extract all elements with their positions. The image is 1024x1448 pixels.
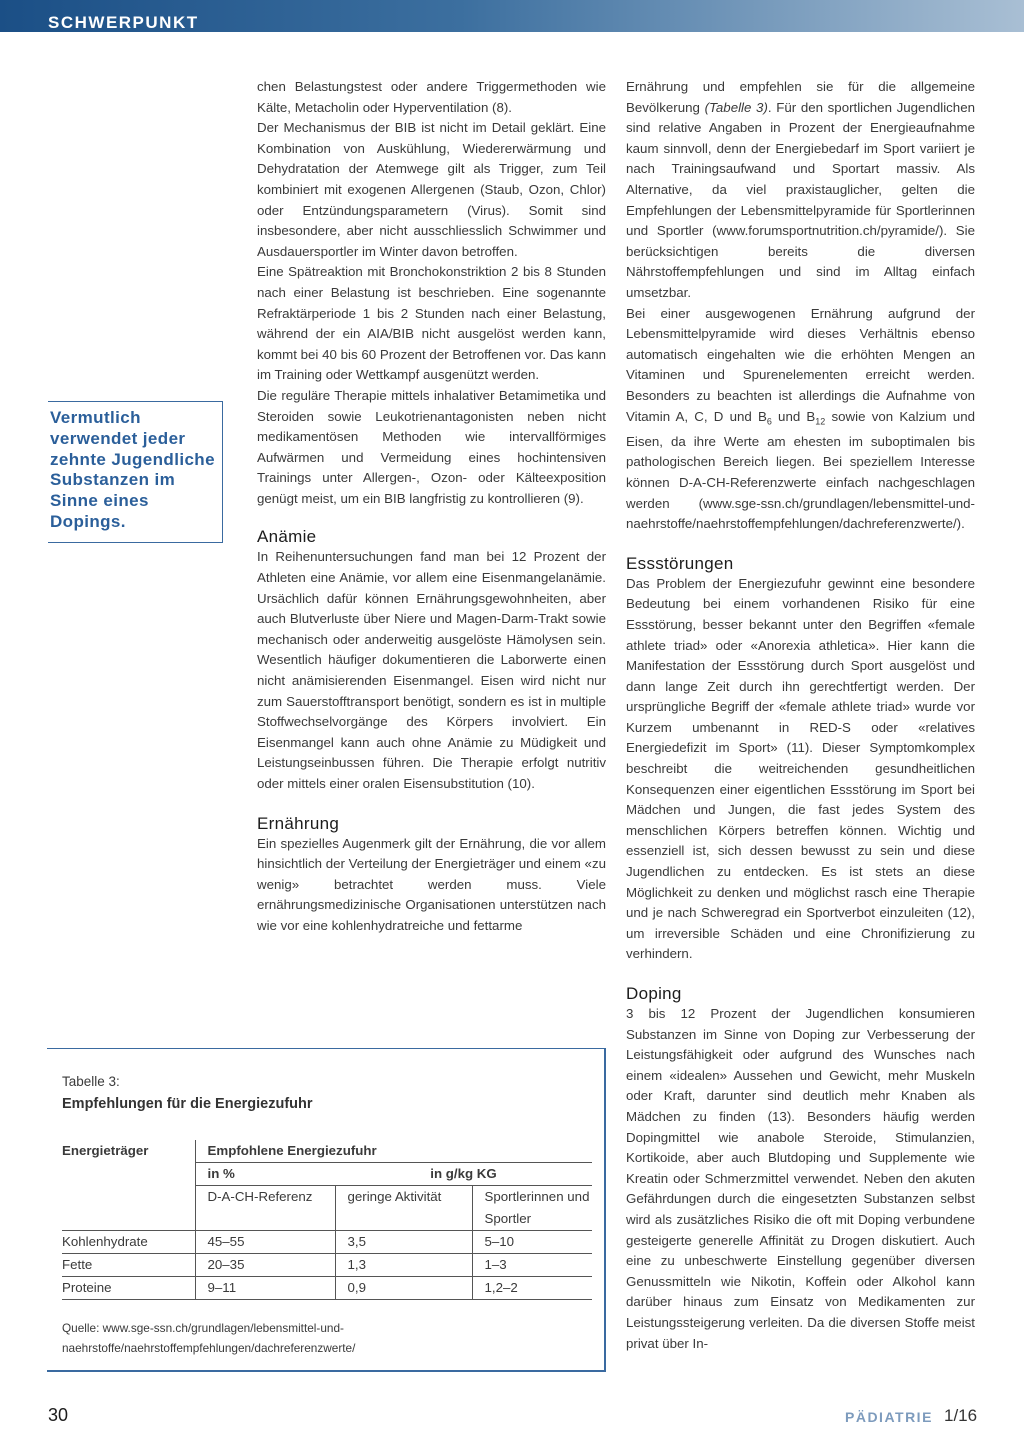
subscript: 12: [815, 416, 826, 427]
subscript: 6: [766, 416, 772, 427]
cell-gering: 0,9: [335, 1277, 472, 1300]
paragraph: Ein spezielles Augenmerk gilt der Ernährung, die vor allem hinsichtlich der Verteilung der Energieträger und einem «zu wenig» betrachtet werden muss. Viele ernährungsmedizinische Organisationen unterstützen nach wie vor eine kohlenhydratreiche und fettarme: [257, 835, 606, 933]
text-run: sowie von Kalzium und Eisen, da ihre Werte am ehesten im suboptimalen bis pathologischen Bereich liegen. Bei speziellem Interesse können D-A-CH-Referenzwerte einfach nachgeschlagen werden (www.sge-ssn.ch/grundlagen/lebensmittel-und-naehrstoffe/naehrstoffempfehlungen/dachreferenzwerte/).: [626, 408, 975, 532]
cell-gering: 3,5: [335, 1231, 472, 1254]
cell-gering: 1,3: [335, 1254, 472, 1277]
header-in-gkg: in g/kg KG: [335, 1163, 592, 1186]
paragraph: 3 bis 12 Prozent der Jugendlichen konsumieren Substanzen im Sinne von Doping zur Verbesserung der Leistungsfähigkeit oder aufgrund des Wunsches nach einem «idealen» Aussehen und Gewicht, mehr Muskeln oder Kraft, darunter sind deutlich mehr Knaben als Mädchen zu finden (13). Besonders häufig werden Dopingmittel wie anabole Steroide, Stimulanzien, Kortikoide, aber auch Blutdoping und Supplemente wie Kreatin oder Schmerzmittel verwendet. Neben den akuten Gefährdungen durch die eingesetzten Substanzen selbst wird als zusätzliches Risiko die oft mit Doping verbundene gesteigerte generelle Affinität zu Drogen diskutiert. Auch eine zu unbeschwerte Einstellung gegenüber diversen Genussmitteln wie Nikotin, Koffein oder Alkohol kann darüber hinaus zum Einsatz von Medikamenten zur Leistungssteigerung verleiten. Da die diversen Stoffe meist privat über In-: [626, 1006, 975, 1351]
text-column-middle: [257, 77, 606, 937]
table-header-row: [62, 1186, 592, 1231]
cell-sport: 1,2–2: [472, 1277, 592, 1300]
table-reference: (Tabelle 3): [704, 99, 768, 115]
table-caption: Tabelle 3:: [62, 1074, 120, 1089]
table-title: Empfehlungen für die Energiezufuhr: [62, 1096, 313, 1112]
cell-name: Fette: [62, 1254, 195, 1277]
paragraph: Die reguläre Therapie mittels inhalativer Betamimetika und Steroiden sowie Leukotrienantagonisten neben nicht medikamentösen Methoden wie intervallförmiges Aufwärmen und Vermeidung eines hochintensiven Trainings unter Allergen-, Ozon- oder Kälteexposition genügt meist, um ein BIB langfristig zu kontrollieren (9).: [257, 387, 606, 506]
header-in-percent: in %: [195, 1163, 335, 1186]
text-run: Ernährung und empfehlen sie für die allgemeine Bevölkerung: [626, 79, 975, 115]
table-header-row: [62, 1163, 592, 1186]
table-row: [62, 1231, 592, 1254]
cell-name: Kohlenhydrate: [62, 1231, 195, 1254]
cell-percent: 45–55: [195, 1231, 335, 1254]
journal-name: PÄDIATRIE: [845, 1409, 933, 1425]
page-number: 30: [48, 1405, 69, 1425]
text-run: Bei einer ausgewogenen Ernährung aufgrund der Lebensmittelpyramide wird dieses Verhältnis ebenso automatisch eingehalten wie die erhöhten Mengen an Vitaminen und Spurenelementen erreicht werden. Besonders zu beachten ist allerdings die Aufnahme von Vitamin A, C, D und B: [626, 305, 975, 424]
table-row: [62, 1277, 592, 1300]
cell-percent: 9–11: [195, 1277, 335, 1300]
paragraph: Das Problem der Energiezufuhr gewinnt eine besondere Bedeutung bei einem vorhandenen Risiko für eine Essstörung, besser bekannt unter den Begriffen «female athlete triad» oder «Anorexia athletica». Hier kann die Manifestation der Essstörung durch Sport ausgelöst und dann lange Zeit durch ihn gerechtfertigt werden. Der ursprüngliche Begriff der «female athlete triad» wurde vor Kurzem umbenannt in RED-S oder «relatives Energiedefizit im Sport» (11). Dieser Symptomkomplex beschreibt die weitreichenden gesundheitlichen Konsequenzen einer eigentlichen Essstörung im Sport bei Mädchen und Jungen, die fast jedes System des menschlichen Körpers betreffen können. Wichtig und essenziell ist, sich dessen bewusst zu sein und diese Jugendlichen zu entdecken. Es ist stets an diese Möglichkeit zu denken und möglichst rasch eine Therapie und je nach Schweregrad ein Sportverbot einzuleiten (12), um irreversible Schäden und eine Chronifizierung zu verhindern.: [626, 575, 975, 962]
energy-table: [62, 1140, 592, 1300]
empty-cell: [62, 1186, 195, 1231]
paragraph: Eine Spätreaktion mit Bronchokonstriktion 2 bis 8 Stunden nach einer Belastung ist beschrieben. Eine sogenannte Refraktärperiode 1 bis 2 Stunden nach einer Belastung, während der ein AIA/BIB nicht ausgelöst werden kann, kommt bei 40 bis 60 Prozent der Betroffenen vor. Das kann im Training oder Wettkampf ausgenützt werden.: [257, 264, 606, 383]
paragraph: [626, 304, 975, 535]
cell-percent: 20–35: [195, 1254, 335, 1277]
table-header-row: [62, 1140, 592, 1163]
text-run: und B: [771, 408, 816, 424]
table-row: [62, 1254, 592, 1277]
header-sportler: Sportlerinnen und Sportler: [472, 1186, 592, 1231]
table-source: Quelle: www.sge-ssn.ch/grundlagen/lebensmittel-und-naehrstoffe/naehrstoffempfehlungen/dachreferenzwerte/: [62, 1321, 356, 1355]
heading-anaemie: Anämie: [257, 527, 317, 547]
heading-essstoerungen: Essstörungen: [626, 553, 734, 573]
paragraph: chen Belastungstest oder andere Triggermethoden wie Kälte, Metacholin oder Hyperventilation (8).: [257, 79, 606, 115]
paragraph: Der Mechanismus der BIB ist nicht im Detail geklärt. Eine Kombination von Auskühlung, Wiedererwärmung und Dehydratation der Atemwege gilt als Trigger, zum Teil kombiniert mit exogenen Allergenen (Staub, Ozon, Chlor) oder Entzündungsparametern (Virus). Somit sind insbesondere, aber nicht ausschliesslich Schwimmer und Ausdauersportler im Winter davon betroffen.: [257, 120, 606, 259]
header-dach-referenz: D-A-CH-Referenz: [195, 1186, 335, 1231]
header-energietraeger: Energieträger: [62, 1143, 149, 1158]
header-empfohlene-energiezufuhr: Empfohlene Energiezufuhr: [195, 1140, 592, 1163]
empty-cell: [62, 1163, 195, 1186]
paragraph: [626, 77, 975, 304]
cell-sport: 5–10: [472, 1231, 592, 1254]
pullquote-text: Vermutlich verwendet jeder zehnte Jugendliche Substanzen im Sinne eines Dopings.: [50, 408, 215, 531]
text-column-right: [626, 77, 975, 1354]
pullquote-box: [48, 401, 223, 543]
text-run: . Für den sportlichen Jugendlichen sind relative Angaben in Prozent der Energieaufnahme kaum sinnvoll, denn der Energiebedarf im Sport variiert je nach Trainingsaufwand und Sportart massiv. Als Alternative, da viel praxistauglicher, gelten die Empfehlungen der Lebensmittelpyramide für Sportlerinnen und Sportler (www.forumsportnutrition.ch/pyramide/). Sie berücksichtigen bereits die diversen Nährstoffempfehlungen und sind im Alltag einfach umsetzbar.: [626, 99, 975, 300]
section-label: SCHWERPUNKT: [48, 13, 199, 32]
heading-ernaehrung: Ernährung: [257, 813, 340, 833]
cell-name: Proteine: [62, 1277, 195, 1300]
heading-doping: Doping: [626, 984, 682, 1003]
issue-number: 1/16: [944, 1406, 978, 1425]
paragraph: In Reihenuntersuchungen fand man bei 12 Prozent der Athleten eine Anämie, vor allem eine Eisenmangelanämie. Ursächlich dafür können Ernährungsgewohnheiten, aber auch Blutverluste über Niere und Magen-Darm-Trakt sowie mechanisch oder anderweitig ausgelöste Hämolysen sein. Wesentlich häufiger dokumentieren die Laborwerte einen nicht anämisierenden Eisenmangel. Eisen wird nicht nur zum Sauerstofftransport benötigt, sondern es ist in multiple Stoffwechselvorgänge des Körpers involviert. Ein Eisenmangel kann auch ohne Anämie zu Müdigkeit und Leistungseinbussen führen. Die Therapie erfolgt nutritiv oder mittels einer oralen Eisensubstitution (10).: [257, 549, 606, 791]
header-geringe-aktivitaet: geringe Aktivität: [335, 1186, 472, 1231]
cell-sport: 1–3: [472, 1254, 592, 1277]
